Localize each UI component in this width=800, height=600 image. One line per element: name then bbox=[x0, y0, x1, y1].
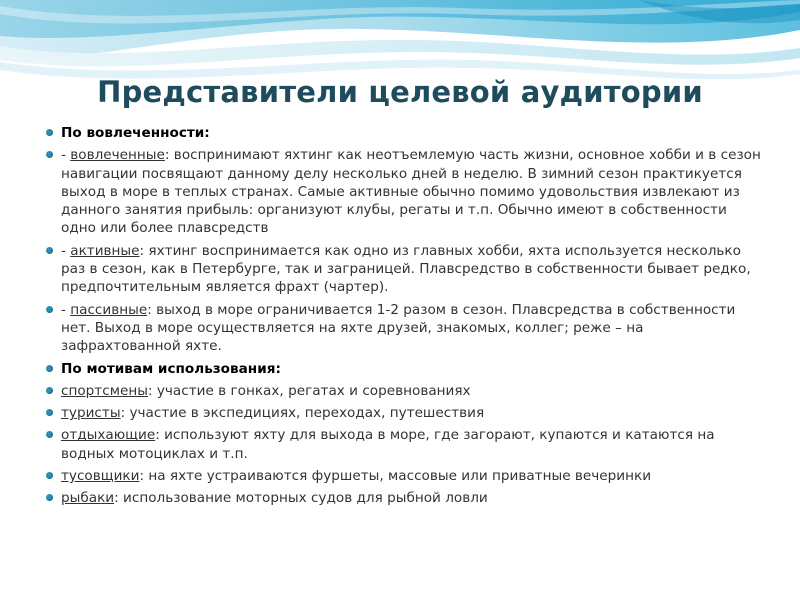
list-item bbox=[46, 382, 766, 400]
list-item bbox=[46, 426, 766, 463]
item-term: спортсмены bbox=[61, 382, 148, 399]
item-prefix: - bbox=[61, 242, 71, 259]
item-text: : яхтинг воспринимается как одно из главных хобби, яхта используется несколько раз в сезон, как в Петербурге, так и заграницей. Плавсредство в собственности бывает редко, предпочтительным является фрахт (чартер). bbox=[61, 242, 751, 296]
item-text: : использование моторных судов для рыбной ловли bbox=[114, 490, 488, 507]
list-item bbox=[46, 242, 766, 297]
bullet-icon bbox=[46, 494, 53, 501]
item-term: рыбаки bbox=[61, 490, 115, 507]
item-text: : участие в гонках, регатах и соревнованиях bbox=[147, 382, 471, 399]
section-heading bbox=[46, 124, 766, 142]
list-item bbox=[46, 489, 766, 507]
heading-text: По мотивам использования: bbox=[61, 360, 281, 377]
item-text: : воспринимают яхтинг как неотъемлемую часть жизни, основное хобби и в сезон навигации посвящают данному делу несколько дней в неделю. В зимний сезон практикуется выход в море в теплых странах. Самые активные обычно помимо удовольствия извлекают из данного занятия прибыль: организуют клубы, регаты и т.п. Обычно имеют в собственности одно или более плавсредств bbox=[61, 147, 761, 237]
bullet-icon bbox=[46, 409, 53, 416]
bullet-icon bbox=[46, 472, 53, 479]
list-item bbox=[46, 404, 766, 422]
item-term: тусовщики bbox=[61, 468, 140, 485]
bullet-list bbox=[46, 124, 766, 512]
item-term: вовлеченные bbox=[70, 147, 165, 164]
bullet-icon bbox=[46, 151, 53, 158]
section-heading bbox=[46, 360, 766, 378]
heading-text: По вовлеченности: bbox=[61, 125, 210, 141]
item-term: пассивные bbox=[70, 301, 148, 318]
item-text: : используют яхту для выхода в море, где загорают, купаются и катаются на водных мотоциклах и т.п. bbox=[61, 427, 715, 462]
item-text: : участие в экспедициях, переходах, путешествия bbox=[120, 405, 485, 422]
list-item bbox=[46, 467, 766, 485]
item-term: отдыхающие bbox=[61, 427, 156, 444]
bullet-icon bbox=[46, 247, 53, 254]
item-term: активные bbox=[70, 242, 140, 259]
list-item bbox=[46, 146, 766, 237]
item-prefix: - bbox=[61, 301, 71, 318]
list-item bbox=[46, 301, 766, 356]
bullet-icon bbox=[46, 306, 53, 313]
bullet-icon bbox=[46, 365, 53, 372]
bullet-icon bbox=[46, 431, 53, 438]
bullet-icon bbox=[46, 129, 53, 136]
item-text: : на яхте устраиваются фуршеты, массовые или приватные вечеринки bbox=[139, 468, 652, 485]
slide-title: Представители целевой аудитории bbox=[97, 75, 703, 109]
item-text: : выход в море ограничивается 1-2 разом в сезон. Плавсредства в собственности нет. Выход в море осуществляется на яхте друзей, знакомых, коллег; реже – на зафрахтованной яхте. bbox=[61, 301, 736, 355]
item-prefix: - bbox=[61, 147, 71, 164]
item-term: туристы bbox=[61, 405, 121, 422]
bullet-icon bbox=[46, 387, 53, 394]
